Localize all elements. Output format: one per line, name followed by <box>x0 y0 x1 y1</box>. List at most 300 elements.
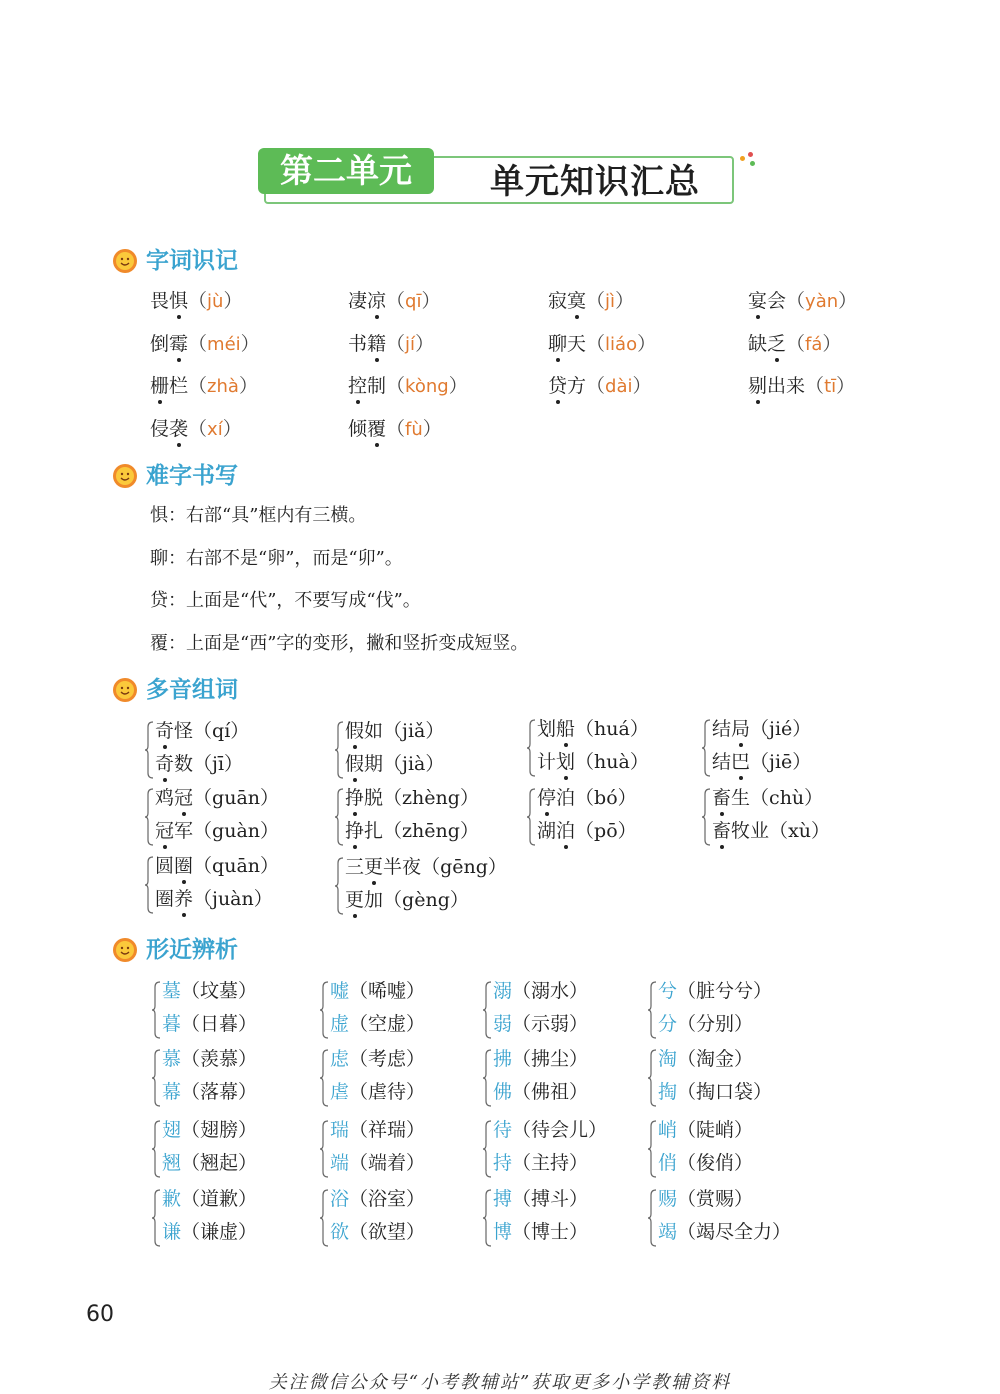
paren: ） <box>617 787 637 809</box>
paren: （ <box>181 1048 201 1070</box>
char: 船 <box>556 718 576 740</box>
similar-char: 嘘 <box>330 980 350 1002</box>
paren: ） <box>422 418 442 440</box>
paren: ） <box>459 787 479 809</box>
similar-char: 欲 <box>330 1221 350 1243</box>
similar-char: 虐 <box>330 1081 350 1103</box>
brace-icon <box>483 1120 493 1178</box>
vocab-word <box>348 290 386 312</box>
paren: ） <box>615 290 635 312</box>
polyphone-line <box>712 750 811 774</box>
polyphone-line <box>345 786 479 810</box>
similar-word: 竭尽全力 <box>696 1221 773 1243</box>
similar-line <box>658 1118 753 1142</box>
pinyin: jiē <box>769 751 793 773</box>
pinyin: qī <box>405 291 422 312</box>
similar-char: 瑞 <box>330 1119 350 1141</box>
similar-line <box>162 1187 257 1211</box>
paren: ） <box>588 1119 608 1141</box>
similar-group <box>483 1047 643 1111</box>
vocab-item <box>748 374 855 399</box>
vocab-item <box>748 289 857 314</box>
paren: （ <box>193 720 213 742</box>
similar-group <box>152 1187 312 1251</box>
pinyin: liáo <box>605 334 638 355</box>
similar-group <box>483 979 643 1043</box>
paren: ） <box>406 1221 426 1243</box>
char: 栅 <box>150 375 170 397</box>
char: 业 <box>750 820 770 842</box>
similar-char: 谦 <box>162 1221 182 1243</box>
char: 更 <box>345 889 365 911</box>
paren: ） <box>734 1048 754 1070</box>
paren: ） <box>238 1221 258 1243</box>
paren: （ <box>769 820 789 842</box>
similar-line <box>493 1151 588 1175</box>
similar-line <box>162 1118 257 1142</box>
paren: ） <box>224 753 244 775</box>
similar-word: 佛祖 <box>531 1081 570 1103</box>
paren: ） <box>406 1152 426 1174</box>
char: 书 <box>348 333 368 355</box>
hard-char-note: 贷：上面是“代”，不要写成“伐”。 <box>150 590 421 611</box>
similar-group <box>648 979 808 1043</box>
similar-char: 赐 <box>658 1188 678 1210</box>
paren: （ <box>181 1081 201 1103</box>
pinyin: fù <box>405 419 423 440</box>
similar-line <box>493 1118 607 1142</box>
paren: ） <box>569 1048 589 1070</box>
polyphone-line <box>712 786 823 810</box>
paren: （ <box>383 720 403 742</box>
vocab-word <box>748 290 786 312</box>
paren: ） <box>792 718 812 740</box>
paren: ） <box>822 333 842 355</box>
similar-line <box>330 1080 425 1104</box>
paren: ） <box>569 1081 589 1103</box>
paren: （ <box>349 1152 369 1174</box>
char: 生 <box>731 787 751 809</box>
similar-group <box>483 1187 643 1251</box>
pinyin: jià <box>402 753 426 775</box>
char: 挣 <box>345 787 365 809</box>
similar-word: 溺水 <box>531 980 570 1002</box>
pinyin: chù <box>769 787 805 809</box>
pinyin: huá <box>594 718 630 740</box>
polyphone-group <box>702 717 902 781</box>
paren: （ <box>677 1048 697 1070</box>
polyphone-group <box>145 786 345 850</box>
similar-line <box>330 1187 425 1211</box>
decor-dot-icon <box>748 152 753 157</box>
char: 倒 <box>150 333 170 355</box>
vocab-item <box>348 374 468 399</box>
char: 半 <box>383 856 403 878</box>
vocab-word <box>548 375 586 397</box>
char: 控 <box>348 375 368 397</box>
similar-line <box>330 1151 425 1175</box>
similar-group <box>320 1118 480 1182</box>
paren: ） <box>238 1119 258 1141</box>
vocab-item <box>150 417 242 442</box>
similar-char: 分 <box>658 1013 678 1035</box>
polyphone-line <box>345 855 507 879</box>
similar-word: 拂尘 <box>531 1048 570 1070</box>
sun-icon <box>110 935 140 965</box>
polyphone-line <box>345 819 479 843</box>
char: 会 <box>767 290 787 312</box>
pinyin: bó <box>594 787 618 809</box>
similar-char: 搏 <box>493 1188 513 1210</box>
char: 天 <box>567 333 587 355</box>
polyphone-group <box>527 786 727 850</box>
similar-char: 拂 <box>493 1048 513 1070</box>
page-title: 单元知识汇总 <box>490 162 700 202</box>
paren: ） <box>230 720 250 742</box>
paren: ） <box>734 1152 754 1174</box>
paren: ） <box>617 820 637 842</box>
paren: ） <box>238 980 258 1002</box>
polyphone-word <box>345 889 383 911</box>
similar-char: 淘 <box>658 1048 678 1070</box>
similar-line <box>330 1118 425 1142</box>
paren: （ <box>349 1119 369 1141</box>
paren: ） <box>406 1081 426 1103</box>
paren: ） <box>260 820 280 842</box>
pinyin: jī <box>212 753 225 775</box>
similar-line <box>658 1151 753 1175</box>
paren: （ <box>349 980 369 1002</box>
paren: ） <box>406 1013 426 1035</box>
similar-word: 浴室 <box>368 1188 407 1210</box>
similar-group <box>152 1118 312 1182</box>
paren: ） <box>753 980 773 1002</box>
paren: （ <box>512 1119 532 1141</box>
pinyin: xù <box>788 820 812 842</box>
section-title: 形近辨析 <box>146 937 238 963</box>
paren: （ <box>349 1048 369 1070</box>
polyphone-line <box>345 719 444 743</box>
polyphone-group <box>145 854 345 918</box>
paren: ） <box>459 820 479 842</box>
polyphone-line <box>537 819 637 843</box>
paren: （ <box>677 1188 697 1210</box>
polyphone-group <box>335 855 535 919</box>
paren: （ <box>750 787 770 809</box>
paren: （ <box>181 1188 201 1210</box>
polyphone-word <box>345 856 421 878</box>
similar-line <box>493 1220 588 1244</box>
polyphone-line <box>155 887 273 911</box>
brace-icon <box>335 857 345 915</box>
char: 夜 <box>402 856 422 878</box>
pinyin: guān <box>212 787 261 809</box>
paren: ） <box>836 375 856 397</box>
paren: （ <box>188 290 208 312</box>
pinyin: zhēng <box>402 820 460 842</box>
paren: ） <box>734 1188 754 1210</box>
similar-group <box>320 1047 480 1111</box>
vocab-item <box>548 289 634 314</box>
brace-icon <box>648 1120 658 1178</box>
similar-line <box>658 1187 753 1211</box>
paren: （ <box>181 1221 201 1243</box>
char: 巴 <box>731 751 751 773</box>
paren: （ <box>349 1221 369 1243</box>
paren: （ <box>421 856 441 878</box>
paren: （ <box>181 1152 201 1174</box>
paren: （ <box>188 418 208 440</box>
unit-label: 第二单元 <box>258 148 434 194</box>
paren: （ <box>750 718 770 740</box>
paren: （ <box>386 290 406 312</box>
paren: （ <box>586 290 606 312</box>
paren: ） <box>569 980 589 1002</box>
pinyin: xí <box>207 419 223 440</box>
char: 冠 <box>155 820 175 842</box>
char: 鸡 <box>155 787 175 809</box>
paren: ） <box>238 1013 258 1035</box>
similar-line <box>162 979 257 1003</box>
similar-line <box>493 979 588 1003</box>
paren: ） <box>260 787 280 809</box>
char: 奇 <box>155 753 175 775</box>
polyphone-word <box>155 787 193 809</box>
paren: （ <box>575 751 595 773</box>
similar-word: 赏赐 <box>696 1188 735 1210</box>
similar-word: 翘起 <box>200 1152 239 1174</box>
paren: （ <box>575 787 595 809</box>
similar-group <box>320 1187 480 1251</box>
similar-group <box>152 1047 312 1111</box>
brace-icon <box>335 788 345 846</box>
pinyin: qí <box>212 720 231 742</box>
similar-line <box>162 1047 257 1071</box>
polyphone-word <box>537 751 575 773</box>
paren: （ <box>193 787 213 809</box>
hard-char-note: 覆：上面是“西”字的变形，撇和竖折变成短竖。 <box>150 633 529 654</box>
paren: （ <box>805 375 825 397</box>
char: 缺 <box>748 333 768 355</box>
char: 寞 <box>567 290 587 312</box>
similar-word: 虐待 <box>368 1081 407 1103</box>
similar-word: 落幕 <box>200 1081 239 1103</box>
char: 畏 <box>150 290 170 312</box>
polyphone-word <box>155 888 193 910</box>
similar-word: 示弱 <box>531 1013 570 1035</box>
pinyin: jì <box>605 291 616 312</box>
paren: ） <box>569 1152 589 1174</box>
brace-icon <box>527 719 537 777</box>
paren: （ <box>512 1048 532 1070</box>
paren: （ <box>383 889 403 911</box>
page-number: 60 <box>86 1302 114 1327</box>
paren: （ <box>512 980 532 1002</box>
char: 栏 <box>169 375 189 397</box>
paren: （ <box>181 980 201 1002</box>
similar-char: 歉 <box>162 1188 182 1210</box>
char: 假 <box>345 753 365 775</box>
similar-line <box>658 1080 772 1104</box>
char: 挣 <box>345 820 365 842</box>
pinyin: jù <box>207 291 224 312</box>
char: 泊 <box>556 820 576 842</box>
pinyin: dài <box>605 376 633 397</box>
polyphone-line <box>712 819 830 843</box>
char: 军 <box>174 820 194 842</box>
paren: （ <box>512 1013 532 1035</box>
polyphone-line <box>155 854 279 878</box>
char: 假 <box>345 720 365 742</box>
paren: ） <box>260 855 280 877</box>
paren: （ <box>383 820 403 842</box>
similar-line <box>330 1012 425 1036</box>
char: 剔 <box>748 375 768 397</box>
char: 凄 <box>348 290 368 312</box>
similar-char: 掏 <box>658 1081 678 1103</box>
similar-group <box>320 979 480 1043</box>
vocab-item <box>348 417 442 442</box>
paren: ） <box>238 1081 258 1103</box>
polyphone-word <box>345 753 383 775</box>
polyphone-line <box>345 888 469 912</box>
similar-char: 博 <box>493 1221 513 1243</box>
polyphone-word <box>712 787 750 809</box>
brace-icon <box>145 721 155 779</box>
polyphone-group <box>527 717 727 781</box>
sun-icon <box>110 246 140 276</box>
polyphone-line <box>345 752 444 776</box>
polyphone-line <box>537 786 637 810</box>
paren: （ <box>386 375 406 397</box>
pinyin: juàn <box>212 888 254 910</box>
similar-char: 虑 <box>330 1048 350 1070</box>
paren: （ <box>575 718 595 740</box>
brace-icon <box>320 1049 330 1107</box>
similar-char: 浴 <box>330 1188 350 1210</box>
char: 三 <box>345 856 365 878</box>
brace-icon <box>483 1049 493 1107</box>
polyphone-word <box>155 855 193 877</box>
paren: ） <box>415 333 435 355</box>
vocab-item <box>150 332 260 357</box>
vocab-word <box>348 418 386 440</box>
similar-line <box>658 979 772 1003</box>
char: 划 <box>556 751 576 773</box>
brace-icon <box>702 719 712 777</box>
paren: （ <box>575 820 595 842</box>
paren: （ <box>383 753 403 775</box>
paren: （ <box>677 1081 697 1103</box>
paren: （ <box>677 1221 697 1243</box>
paren: ） <box>238 1048 258 1070</box>
pinyin: zhà <box>207 376 239 397</box>
pinyin: kòng <box>405 376 449 397</box>
paren: ） <box>487 856 507 878</box>
similar-line <box>493 1187 588 1211</box>
char: 袭 <box>169 418 189 440</box>
char: 局 <box>731 718 751 740</box>
vocab-word <box>348 333 386 355</box>
paren: ） <box>734 1119 754 1141</box>
paren: （ <box>193 855 213 877</box>
vocab-item <box>548 332 656 357</box>
similar-char: 溺 <box>493 980 513 1002</box>
similar-group <box>648 1187 808 1251</box>
paren: ） <box>811 820 831 842</box>
paren: （ <box>349 1081 369 1103</box>
similar-char: 持 <box>493 1152 513 1174</box>
char: 宴 <box>748 290 768 312</box>
similar-char: 佛 <box>493 1081 513 1103</box>
polyphone-word <box>155 820 193 842</box>
similar-word: 唏嘘 <box>368 980 407 1002</box>
paren: ） <box>772 1221 792 1243</box>
char: 惧 <box>169 290 189 312</box>
paren: ） <box>569 1188 589 1210</box>
paren: ） <box>406 980 426 1002</box>
polyphone-group <box>335 719 535 783</box>
polyphone-word <box>712 820 769 842</box>
brace-icon <box>320 1120 330 1178</box>
vocab-word <box>748 333 786 355</box>
char: 停 <box>537 787 557 809</box>
pinyin: guàn <box>212 820 261 842</box>
paren: ） <box>449 889 469 911</box>
similar-group <box>483 1118 643 1182</box>
paren: （ <box>786 290 806 312</box>
paren: ） <box>240 333 260 355</box>
char: 更 <box>364 856 384 878</box>
sun-icon <box>110 461 140 491</box>
paren: （ <box>786 333 806 355</box>
char: 霉 <box>169 333 189 355</box>
footer-note: 关注微信公众号“小考教辅站”获取更多小学教辅资料 <box>268 1372 732 1393</box>
similar-word: 淘金 <box>696 1048 735 1070</box>
brace-icon <box>483 981 493 1039</box>
paren: ） <box>448 375 468 397</box>
vocab-word <box>150 418 188 440</box>
vocab-word <box>548 333 586 355</box>
paren: （ <box>193 820 213 842</box>
paren: ） <box>629 718 649 740</box>
polyphone-word <box>345 820 383 842</box>
char: 加 <box>364 889 384 911</box>
similar-word: 端着 <box>368 1152 407 1174</box>
polyphone-word <box>155 753 193 775</box>
char: 来 <box>786 375 806 397</box>
polyphone-word <box>537 787 575 809</box>
similar-word: 翅膀 <box>200 1119 239 1141</box>
paren: ） <box>406 1119 426 1141</box>
paren: （ <box>193 888 213 910</box>
paren: （ <box>677 1119 697 1141</box>
brace-icon <box>152 1049 162 1107</box>
char: 乏 <box>767 333 787 355</box>
char: 计 <box>537 751 557 773</box>
vocab-item <box>150 374 258 399</box>
paren: ） <box>238 1152 258 1174</box>
polyphone-line <box>537 750 649 774</box>
brace-icon <box>702 788 712 846</box>
paren: ） <box>569 1221 589 1243</box>
polyphone-word <box>712 751 750 773</box>
similar-line <box>493 1047 588 1071</box>
char: 养 <box>174 888 194 910</box>
char: 畜 <box>712 820 732 842</box>
similar-word: 坟墓 <box>200 980 239 1002</box>
paren: ） <box>792 751 812 773</box>
